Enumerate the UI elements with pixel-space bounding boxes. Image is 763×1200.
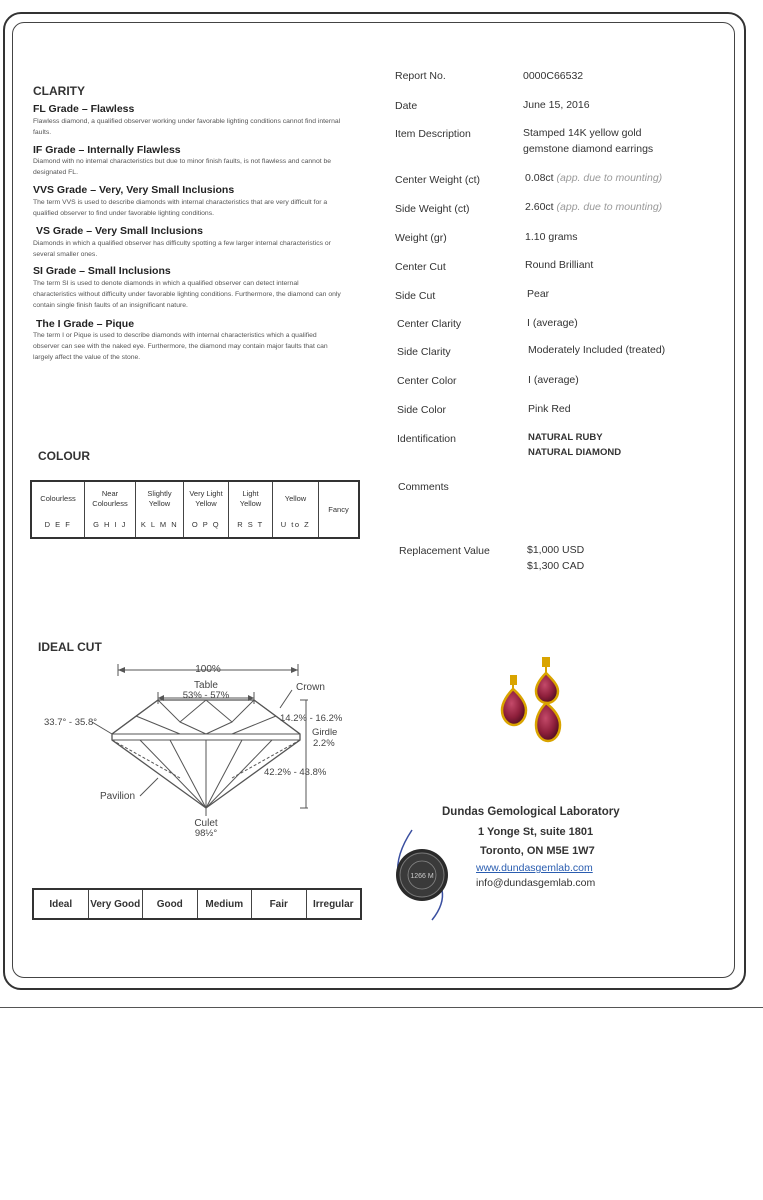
replacement-value-usd: $1,000 USD <box>527 544 585 556</box>
colour-cell-label: Yellow <box>284 494 307 503</box>
colour-cell-label: Slightly Yellow <box>147 489 172 508</box>
diagram-table-range: 53% - 57% <box>182 690 230 701</box>
colour-cell-near-colourless <box>85 482 136 537</box>
grade-fl-title: FL Grade – Flawless <box>33 103 135 115</box>
identification-value-line2: NATURAL DIAMOND <box>528 447 622 458</box>
center-weight-label: Center Weight (ct) <box>395 174 480 186</box>
weight-gr-label: Weight (gr) <box>395 232 447 244</box>
grade-i-title: The I Grade – Pique <box>36 318 135 330</box>
center-weight-note: (app. due to mounting) <box>556 172 663 184</box>
colour-cell-range: G H I J <box>93 520 127 529</box>
item-description-value: Stamped 14K yellow gold <box>523 127 642 139</box>
lab-address-1: 1 Yonge St, suite 1801 <box>478 826 594 838</box>
diagram-crown-height: 14.2% - 16.2% <box>280 713 343 724</box>
diagram-total: 100% <box>195 664 221 675</box>
item-description-label: Item Description <box>395 128 471 140</box>
report-no-value: 0000C66532 <box>523 70 584 82</box>
cut-grade-table <box>32 888 362 920</box>
colour-cell-label: Colourless <box>40 494 76 503</box>
side-color-label: Side Color <box>397 404 447 416</box>
seal-text: 1266 M <box>410 873 434 880</box>
colour-cell-range: K L M N <box>140 520 179 529</box>
diagram-culet-label: Culet <box>194 818 218 829</box>
clarity-title: CLARITY <box>33 84 85 98</box>
cut-grade-very-good: Very Good <box>89 890 144 918</box>
lab-website-link[interactable]: www.dundasgemlab.com <box>476 862 593 874</box>
grade-vvs-desc: The term VVS is used to describe diamonds with internal characteristics that are very difficult for a qualified observer to find under favorable lighting conditions. <box>33 199 328 217</box>
side-clarity-label: Side Clarity <box>397 346 451 358</box>
colour-cell-range: D E F <box>44 520 72 529</box>
lab-seal <box>382 820 462 930</box>
side-weight-label: Side Weight (ct) <box>395 203 470 215</box>
diagram-pavilion-depth: 42.2% - 43.8% <box>264 767 327 778</box>
center-cut-value: Round Brilliant <box>525 259 594 271</box>
side-weight-value <box>525 201 662 213</box>
center-weight-value <box>525 172 662 184</box>
grade-vvs-title: VVS Grade – Very, Very Small Inclusions <box>33 184 235 196</box>
grade-if-title: IF Grade – Internally Flawless <box>33 144 181 156</box>
side-cut-value: Pear <box>527 288 550 300</box>
cut-grade-fair: Fair <box>252 890 307 918</box>
earrings-photo <box>490 655 570 755</box>
weight-gr-value: 1.10 grams <box>525 231 578 243</box>
ideal-cut-title: IDEAL CUT <box>38 640 102 654</box>
diagram-crown-angle: 33.7° - 35.8° <box>44 717 98 728</box>
grade-if-desc: Diamond with no internal characteristics but due to minor finish faults, is not flawless and cannot be designated FL. <box>33 158 332 176</box>
colour-cell-label: Fancy <box>328 504 349 514</box>
colour-title: COLOUR <box>38 449 90 463</box>
colour-cell-colourless <box>32 482 85 537</box>
colour-cell-light-yellow <box>229 482 273 537</box>
grade-fl-desc: Flawless diamond, a qualified observer working under favorable lighting conditions cannot find internal faults. <box>33 118 341 136</box>
side-weight-amount: 2.60ct <box>525 201 554 213</box>
cut-grade-ideal: Ideal <box>34 890 89 918</box>
diagram-table-label: Table <box>194 680 218 691</box>
replacement-value-cad: $1,300 CAD <box>527 560 585 572</box>
diagram-girdle-label: Girdle <box>312 727 338 738</box>
bottom-rule <box>0 1007 763 1008</box>
grade-si-desc: The term SI is used to denote diamonds in which a qualified observer can detect internal characteristics without difficulty under favorable lighting conditions. Furthermore, the diamond can only contain single finish faults of an insignificant nature. <box>33 280 341 309</box>
colour-cell-label: Near Colourless <box>92 489 128 508</box>
grade-vs-title: VS Grade – Very Small Inclusions <box>36 225 203 237</box>
side-cut-label: Side Cut <box>395 290 436 302</box>
date-label: Date <box>395 100 418 112</box>
identification-label: Identification <box>397 433 456 445</box>
cut-grade-medium: Medium <box>198 890 253 918</box>
lab-email: info@dundasgemlab.com <box>476 877 596 889</box>
diagram-girdle-value: 2.2% <box>313 738 335 749</box>
date-value: June 15, 2016 <box>523 99 590 111</box>
comments-label: Comments <box>398 481 449 493</box>
item-description-value-line2: gemstone diamond earrings <box>523 143 654 155</box>
colour-cell-yellow <box>273 482 319 537</box>
colour-cell-very-light-yellow <box>184 482 229 537</box>
center-color-label: Center Color <box>397 375 457 387</box>
colour-cell-fancy <box>319 482 358 537</box>
side-color-value: Pink Red <box>528 403 571 415</box>
identification-value: NATURAL RUBY <box>528 432 603 443</box>
center-cut-label: Center Cut <box>395 261 446 273</box>
colour-cell-range: R S T <box>237 520 264 529</box>
lab-address-2: Toronto, ON M5E 1W7 <box>480 845 595 857</box>
colour-cell-range: U to Z <box>280 520 311 529</box>
colour-cell-label: Very Light Yellow <box>189 489 223 508</box>
side-weight-note: (app. due to mounting) <box>556 201 663 213</box>
diamond-cut-diagram <box>30 658 370 838</box>
replacement-value-label: Replacement Value <box>399 545 490 557</box>
center-weight-amount: 0.08ct <box>525 172 554 184</box>
colour-cell-label: Light Yellow <box>239 489 262 508</box>
cut-grade-good: Good <box>143 890 198 918</box>
grade-i-desc: The term I or Pique is used to describe diamonds with internal characteristics which a qualified observer can see with the naked eye. Furthermore, the diamond may contain major faults that can largely affect the value of the stone. <box>33 332 328 361</box>
grade-si-title: SI Grade – Small Inclusions <box>33 265 171 277</box>
colour-scale-table <box>30 480 360 539</box>
center-color-value: I (average) <box>528 374 579 386</box>
diagram-pavilion-label: Pavilion <box>100 791 136 802</box>
cut-grade-irregular: Irregular <box>312 898 354 910</box>
report-no-label: Report No. <box>395 70 446 82</box>
grade-vs-desc: Diamonds in which a qualified observer has difficulty spotting a few larger internal characteristics or several smaller ones. <box>33 240 331 258</box>
side-clarity-value: Moderately Included (treated) <box>528 344 666 356</box>
colour-cell-range: O P Q <box>191 520 221 529</box>
center-clarity-value: I (average) <box>527 317 578 329</box>
center-clarity-label: Center Clarity <box>397 318 462 330</box>
colour-cell-slightly-yellow <box>136 482 184 537</box>
lab-name: Dundas Gemological Laboratory <box>442 806 620 818</box>
diagram-crown-label: Crown <box>296 682 325 693</box>
diagram-culet-value: 98½° <box>194 828 218 838</box>
